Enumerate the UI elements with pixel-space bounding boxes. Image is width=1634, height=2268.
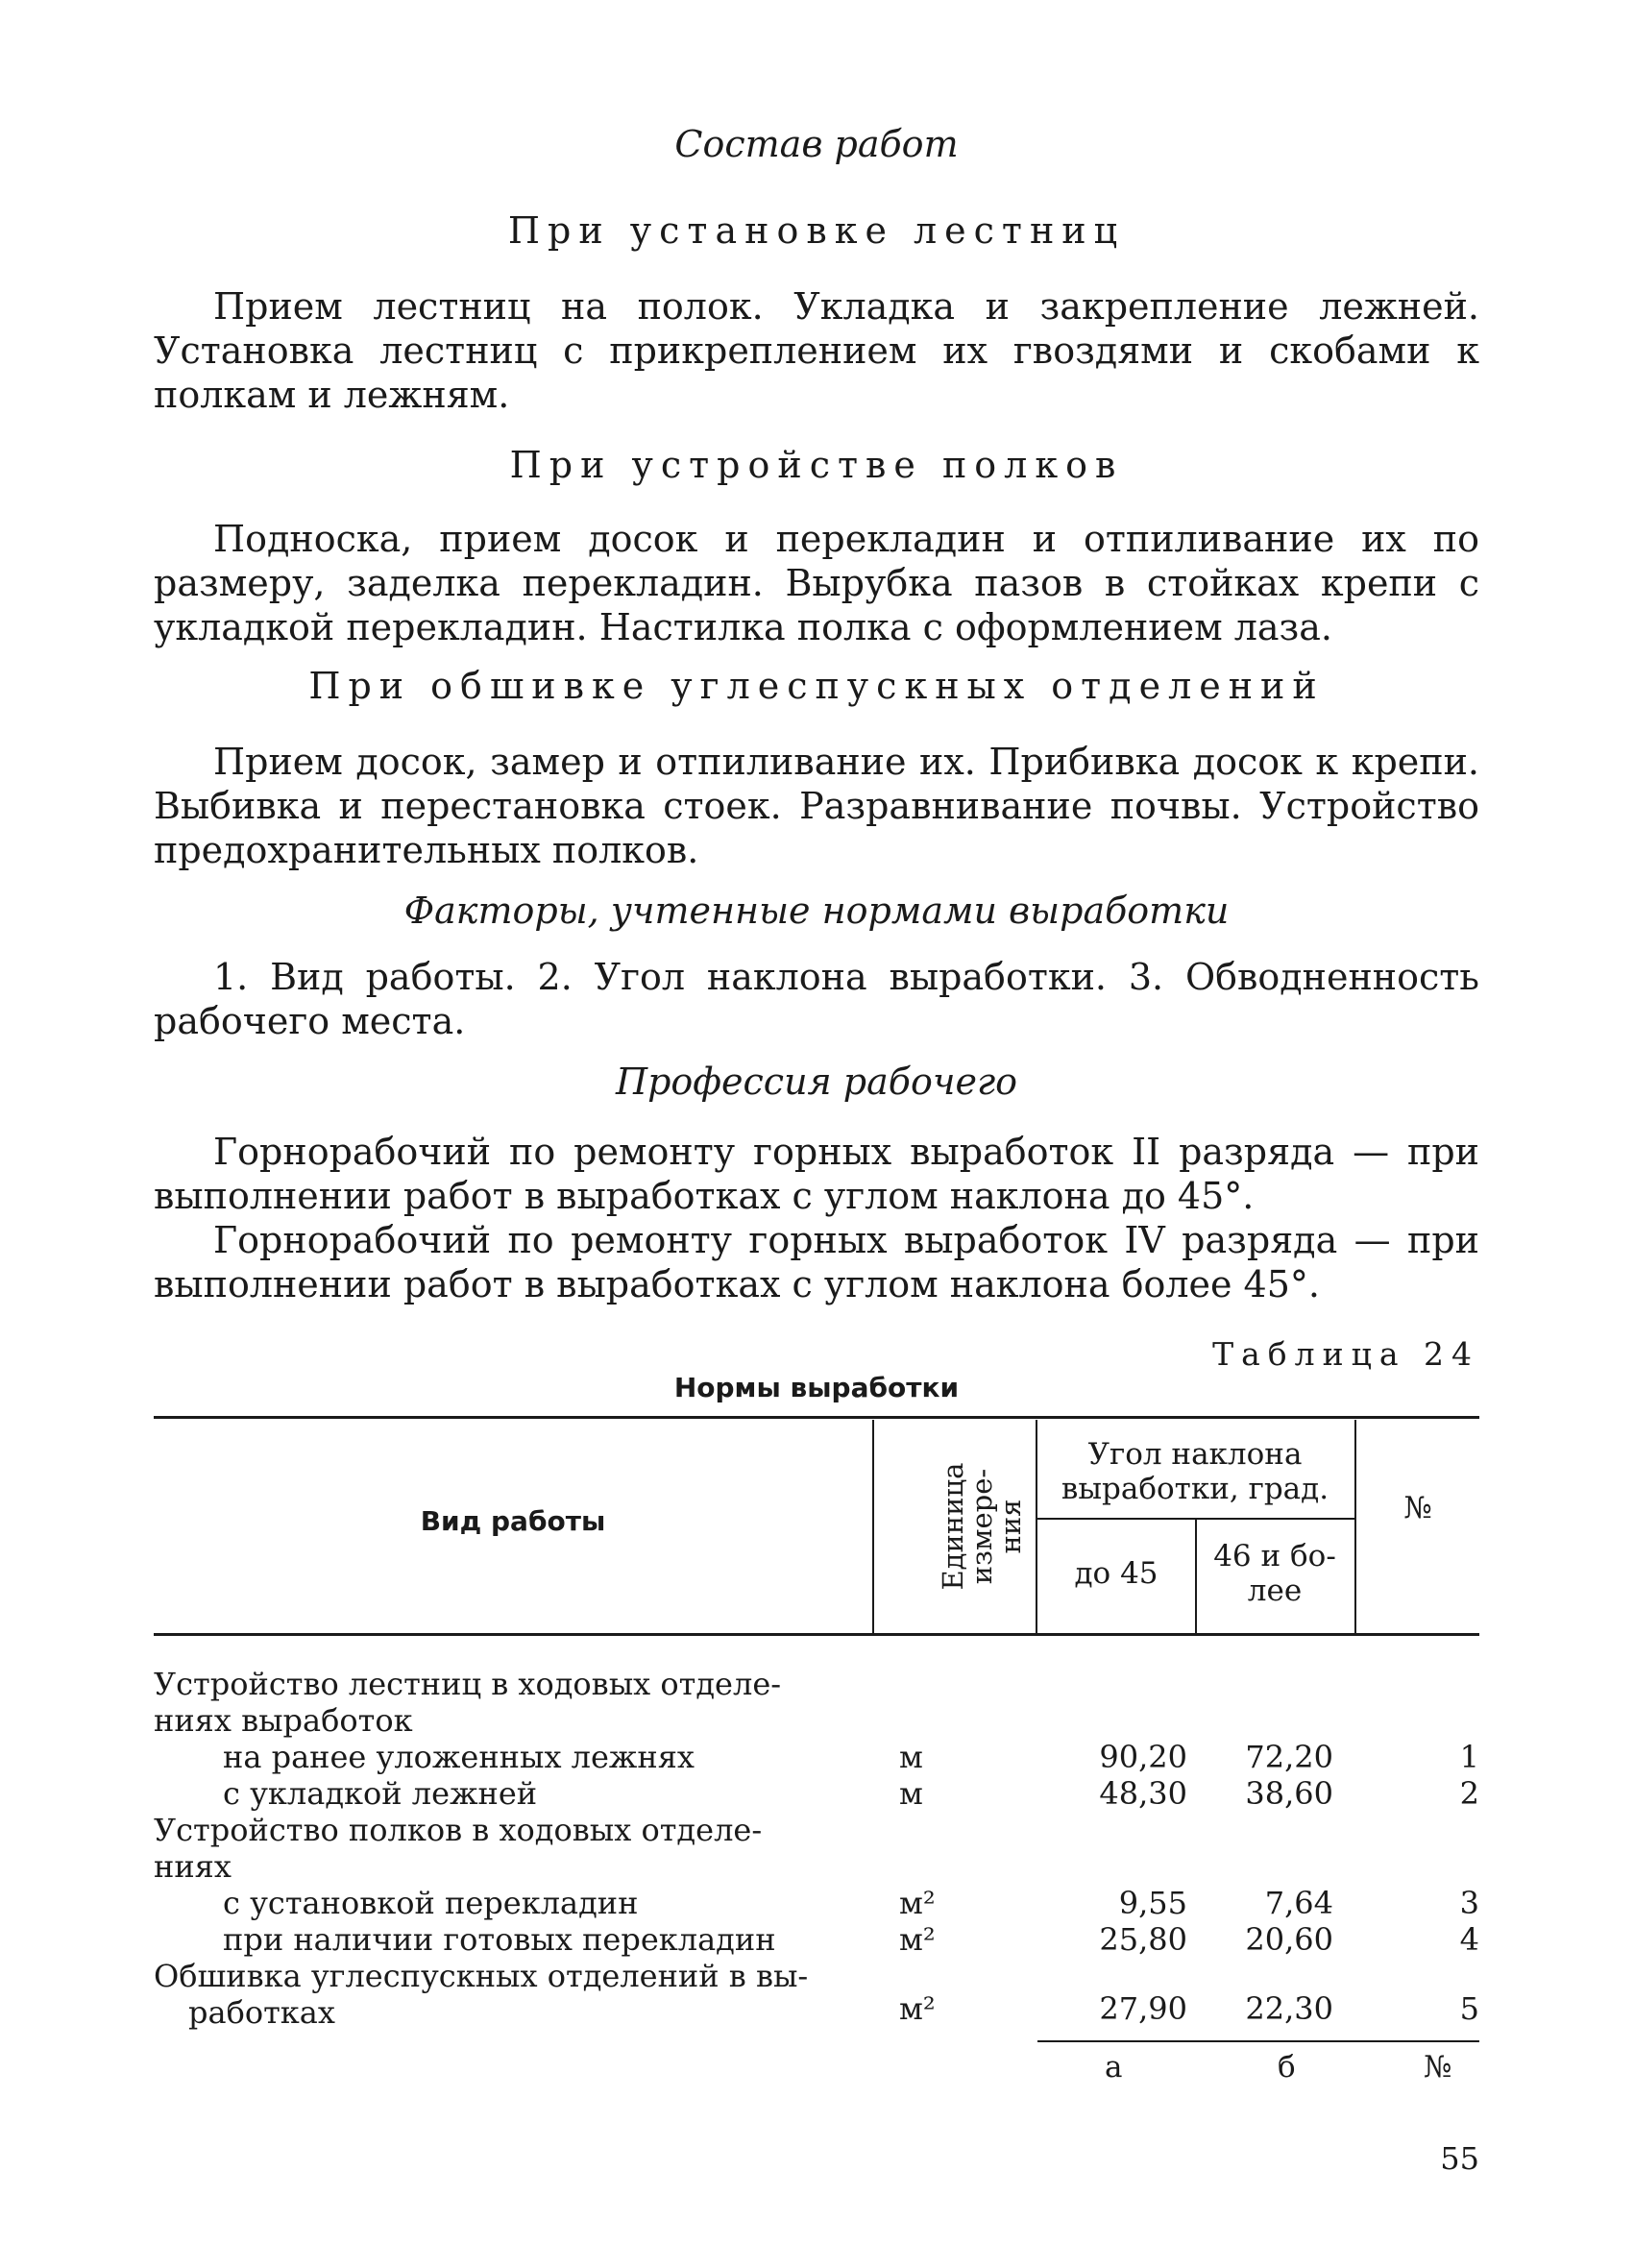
lining-paragraph-block xyxy=(154,740,1479,872)
row-2-unit: м xyxy=(899,1775,923,1812)
shelves-heading-block xyxy=(154,444,1479,486)
row-5-up-to-45: 27,90 xyxy=(1099,1990,1187,2027)
table-angle-group-underline xyxy=(1036,1518,1354,1520)
header-up-to-45: до 45 xyxy=(1074,1556,1158,1591)
table-divider-1 xyxy=(872,1420,874,1633)
profession-paragraph-2-block xyxy=(154,1218,1479,1306)
header-work-type: Вид работы xyxy=(420,1505,606,1537)
row-3-number: 3 xyxy=(1459,1885,1479,1921)
row-3-over-46: 7,64 xyxy=(1264,1885,1333,1921)
row-1-unit: м xyxy=(899,1739,923,1775)
shelves-paragraph-block xyxy=(154,517,1479,649)
profession-paragraph-1-block xyxy=(154,1130,1479,1218)
profession-title: Профессия рабочего xyxy=(615,1061,1018,1103)
profession-paragraph-1: Горнорабочий по ремонту горных выработок II разряда — при выполнении работ в выработках с углом наклона до 45°. xyxy=(154,1131,1479,1217)
row-5-over-46: 22,30 xyxy=(1245,1990,1333,2027)
composition-title-block xyxy=(154,123,1479,165)
row-1-up-to-45: 90,20 xyxy=(1099,1739,1187,1775)
header-angle-group: Угол наклона выработки, град. xyxy=(1061,1437,1329,1506)
composition-title: Состав работ xyxy=(674,123,959,165)
header-number: № xyxy=(1403,1491,1432,1525)
table-divider-3 xyxy=(1354,1420,1356,1633)
row-1-over-46: 72,20 xyxy=(1245,1739,1333,1775)
header-unit: Единица измере-ния xyxy=(937,1462,1027,1591)
ladders-heading-block xyxy=(154,209,1479,252)
table-footer-rule xyxy=(1037,2040,1479,2042)
profession-title-block xyxy=(154,1061,1479,1103)
header-over-46: 46 и бо-лее xyxy=(1213,1539,1336,1608)
row-4-label: при наличии готовых перекладин xyxy=(223,1921,776,1958)
row-shelves-group-line-2: ниях xyxy=(154,1848,232,1885)
ladders-paragraph: Прием лестниц на полок. Укладка и закрепление лежней. Установка лестниц с прикреплением их гвоздями и скобами к полкам и лежням. xyxy=(154,285,1479,416)
row-5-label-line-1: Обшивка углеспускных отделений в вы- xyxy=(154,1958,809,1994)
factors-title: Факторы, учтенные нормами выработки xyxy=(403,890,1230,932)
row-4-over-46: 20,60 xyxy=(1245,1921,1333,1958)
profession-paragraph-2: Горнорабочий по ремонту горных выработок IV разряда — при выполнении работ в выработках с углом наклона более 45°. xyxy=(154,1219,1479,1305)
lining-paragraph: Прием досок, замер и отпиливание их. Прибивка досок к крепи. Выбивка и перестановка стоек. Разравнивание почвы. Устройство предохранительных полков. xyxy=(154,741,1479,871)
ladders-heading: При установке лестниц xyxy=(507,209,1126,252)
row-4-unit: м² xyxy=(899,1921,936,1958)
footer-column-b: б xyxy=(1278,2050,1296,2085)
row-5-label-line-2: работках xyxy=(188,1994,335,2031)
table-header-bottom-rule xyxy=(154,1633,1479,1636)
table-title-block xyxy=(154,1372,1479,1403)
row-1-number: 1 xyxy=(1459,1739,1479,1775)
row-2-up-to-45: 48,30 xyxy=(1099,1775,1187,1812)
row-1-label: на ранее уложенных лежнях xyxy=(223,1739,695,1775)
row-4-up-to-45: 25,80 xyxy=(1099,1921,1187,1958)
factors-paragraph: 1. Вид работы. 2. Угол наклона выработки. 3. Обводненность рабочего места. xyxy=(154,956,1479,1042)
table-divider-angle-split xyxy=(1195,1520,1197,1633)
row-2-over-46: 38,60 xyxy=(1245,1775,1333,1812)
factors-title-block xyxy=(154,890,1479,932)
lining-heading-block xyxy=(154,665,1479,707)
table-top-rule xyxy=(154,1416,1479,1419)
shelves-heading: При устройстве полков xyxy=(509,444,1124,486)
row-shelves-group-line-1: Устройство полков в ходовых отделе- xyxy=(154,1812,763,1848)
shelves-paragraph: Подноска, прием досок и перекладин и отпиливание их по размеру, заделка перекладин. Вырубка пазов в стойках крепи с укладкой перекладин. Настилка полка с оформлением лаза. xyxy=(154,518,1479,648)
table-divider-2 xyxy=(1036,1420,1037,1633)
ladders-paragraph-block xyxy=(154,284,1479,417)
row-ladders-group-line-2: ниях выработок xyxy=(154,1702,413,1739)
footer-column-number: № xyxy=(1424,2050,1452,2085)
row-3-up-to-45: 9,55 xyxy=(1118,1885,1187,1921)
lining-heading: При обшивке углеспускных отделений xyxy=(308,665,1325,707)
page-number: 55 xyxy=(1440,2140,1479,2177)
table-caption-block xyxy=(154,1335,1479,1373)
row-4-number: 4 xyxy=(1459,1921,1479,1958)
row-2-label: с укладкой лежней xyxy=(223,1775,538,1812)
row-2-number: 2 xyxy=(1459,1775,1479,1812)
table-title: Нормы выработки xyxy=(673,1372,960,1403)
table-caption: Таблица 24 xyxy=(1212,1335,1479,1373)
factors-paragraph-block xyxy=(154,955,1479,1043)
footer-column-a: а xyxy=(1105,2050,1123,2085)
row-ladders-group-line-1: Устройство лестниц в ходовых отделе- xyxy=(154,1666,782,1702)
row-5-number: 5 xyxy=(1459,1990,1479,2027)
row-3-label: с установкой перекладин xyxy=(223,1885,639,1921)
row-3-unit: м² xyxy=(899,1885,936,1921)
row-5-unit: м² xyxy=(899,1990,936,2027)
page xyxy=(154,0,1479,2268)
